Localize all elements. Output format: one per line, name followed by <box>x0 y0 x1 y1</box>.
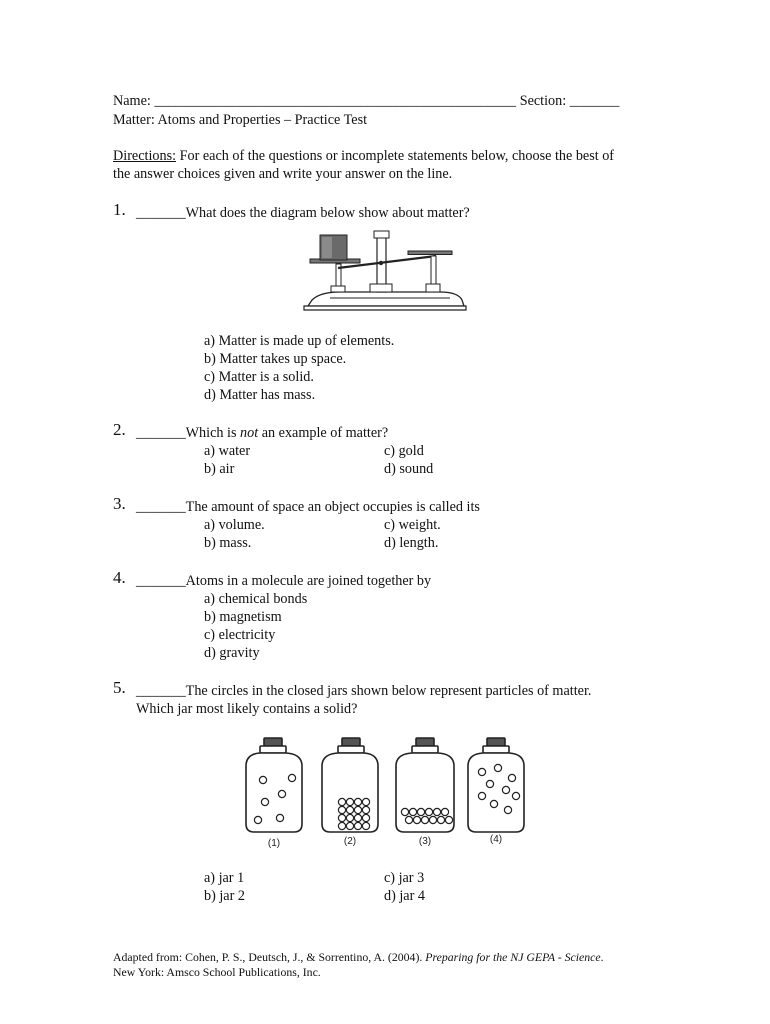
question-4-option-b: b) magnetism <box>204 609 282 625</box>
question-4-number: 4. <box>113 568 126 587</box>
jar-2-particle <box>346 806 353 813</box>
question-2-stem-post: an example of matter? <box>258 425 389 441</box>
citation-line-1 <box>113 949 604 965</box>
jar-2-particle <box>346 798 353 805</box>
jar-3-particle <box>425 808 432 815</box>
jar-2-particle <box>362 822 369 829</box>
directions-text-2: the answer choices given and write your answer on the line. <box>113 166 453 182</box>
jar-3-particle <box>437 816 444 823</box>
jar-4-particle <box>478 792 485 799</box>
directions <box>113 147 614 165</box>
jar-2-particle <box>338 806 345 813</box>
question-2-stem-pre: _______Which is <box>136 425 241 441</box>
question-1-option-b: b) Matter takes up space. <box>204 351 347 367</box>
question-4-option-a: a) chemical bonds <box>204 591 308 607</box>
question-2-stem-emphasis: not <box>240 425 259 441</box>
jar-1-particle <box>278 790 285 797</box>
name-section-line[interactable]: Name: ___________________________________________________ Section: _______ <box>113 93 620 109</box>
jars-diagram <box>236 732 534 852</box>
citation-line-2: New York: Amsco School Publications, Inc. <box>113 965 321 979</box>
question-4-option-c: c) electricity <box>204 627 276 643</box>
question-1-option-a: a) Matter is made up of elements. <box>204 333 395 349</box>
jar-4-particle <box>494 764 501 771</box>
jar-4-particle <box>502 786 509 793</box>
jar-3-particle <box>421 816 428 823</box>
jar-2-particle <box>338 798 345 805</box>
question-5-stem[interactable]: _______The circles in the closed jars shown below represent particles of matter. <box>136 683 592 699</box>
jar-label-4: (4) <box>489 834 503 845</box>
jar-4-particle <box>486 780 493 787</box>
jar-1-particle <box>259 776 266 783</box>
jar-3-particle <box>429 816 436 823</box>
question-3-option-a: a) volume. <box>204 517 265 533</box>
jar-2-particle <box>354 822 361 829</box>
jar-4-particle <box>504 806 511 813</box>
jar-1-particle <box>276 814 283 821</box>
jar-label-2: (2) <box>343 836 357 847</box>
jar-3-particle <box>433 808 440 815</box>
question-2-option-c: c) gold <box>384 443 424 459</box>
jar-label-3: (3) <box>418 836 432 847</box>
jar-4-particle <box>508 774 515 781</box>
question-5-option-c: c) jar 3 <box>384 870 425 886</box>
jar-2-particle <box>346 822 353 829</box>
jar-1-particle <box>254 816 261 823</box>
question-4-option-d: d) gravity <box>204 645 260 661</box>
directions-label: Directions: <box>113 148 177 164</box>
question-2-option-a: a) water <box>204 443 251 459</box>
jar-3-particle <box>401 808 408 815</box>
jar-2-particle <box>354 814 361 821</box>
question-3-option-b: b) mass. <box>204 535 252 551</box>
jar-4-particle <box>490 800 497 807</box>
citation-period: . <box>600 950 604 964</box>
citation-book-title: Preparing for the NJ GEPA - Science <box>425 950 601 964</box>
question-2-option-b: b) air <box>204 461 235 477</box>
page-title: Matter: Atoms and Properties – Practice Test <box>113 112 368 128</box>
question-4-stem[interactable]: _______Atoms in a molecule are joined together by <box>136 573 432 589</box>
question-3-option-d: d) length. <box>384 535 439 551</box>
question-5-option-a: a) jar 1 <box>204 870 245 886</box>
citation-authors: Adapted from: Cohen, P. S., Deutsch, J., & Sorrentino, A. (2004). <box>113 950 426 964</box>
question-5-option-d: d) jar 4 <box>384 888 425 904</box>
jar-1-particle <box>288 774 295 781</box>
jar-2-particle <box>354 806 361 813</box>
question-5-number: 5. <box>113 678 126 697</box>
directions-text-1: For each of the questions or incomplete statements below, choose the best of <box>176 148 615 164</box>
question-1-stem[interactable]: _______What does the diagram below show about matter? <box>136 205 470 221</box>
question-5-stem-line-2: Which jar most likely contains a solid? <box>136 701 358 717</box>
jar-1-particle <box>261 798 268 805</box>
jar-2-particle <box>346 814 353 821</box>
jar-3-particle <box>417 808 424 815</box>
question-3-number: 3. <box>113 494 126 513</box>
question-1-option-c: c) Matter is a solid. <box>204 369 314 385</box>
jar-4-particle <box>512 792 519 799</box>
question-2-number: 2. <box>113 420 126 439</box>
jar-3-particle <box>441 808 448 815</box>
question-2-stem[interactable] <box>136 424 388 442</box>
question-1-option-d: d) Matter has mass. <box>204 387 316 403</box>
jar-3-particle <box>405 816 412 823</box>
question-2-option-d: d) sound <box>384 461 434 477</box>
jar-2-particle <box>338 822 345 829</box>
jar-label-1: (1) <box>267 838 281 849</box>
jar-2-particle <box>362 814 369 821</box>
question-3-stem[interactable]: _______The amount of space an object occupies is called its <box>136 499 480 515</box>
jar-3-particle <box>409 808 416 815</box>
balance-scale-diagram <box>300 226 470 322</box>
jar-2-particle <box>362 798 369 805</box>
jar-3-particle <box>413 816 420 823</box>
jar-4-particle <box>478 768 485 775</box>
question-5-option-b: b) jar 2 <box>204 888 245 904</box>
jar-2-particle <box>362 806 369 813</box>
jar-2-particle <box>354 798 361 805</box>
question-3-option-c: c) weight. <box>384 517 441 533</box>
jar-3-particle <box>445 816 452 823</box>
question-1-number: 1. <box>113 200 126 219</box>
jar-2-particle <box>338 814 345 821</box>
